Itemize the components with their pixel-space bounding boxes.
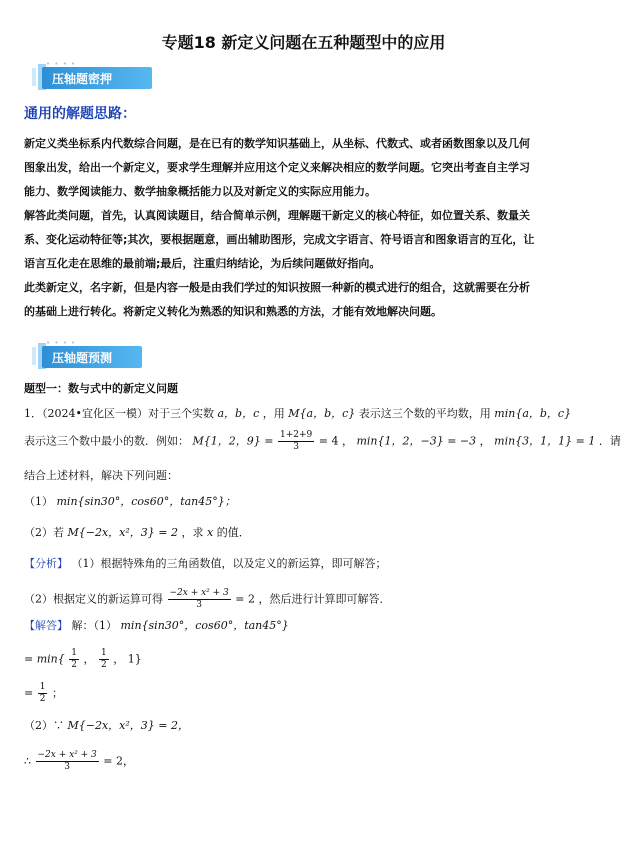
fraction (36, 750, 99, 773)
banner-dots-icon: • • • • (46, 339, 77, 347)
math-text: = 4 (318, 434, 339, 448)
text: （1）根据特殊角的三角函数值，以及定义的新运算，即可解答； (71, 557, 387, 570)
text: 的值． (216, 526, 250, 539)
text-line: 的基础上进行转化。将新定义转化为熟悉的知识和熟悉的方法，才能有效地解决问题。 (24, 305, 442, 318)
analysis-line-2 (24, 588, 391, 611)
analysis-line-1 (24, 556, 387, 572)
text: ∴ (24, 754, 31, 768)
text-line: 图象出发，给出一个新定义，要求学生理解并应用这个定义来解决相应的数学问题。它突出考查自主学习 (24, 161, 530, 174)
text: ； (51, 686, 63, 700)
banner-dots-icon: • • • • (46, 60, 77, 68)
fraction-numerator: 1 (100, 648, 107, 658)
type1-heading: 题型一：数与式中的新定义问题 (24, 382, 178, 395)
text: （2）根据定义的新运算可得 (24, 592, 163, 606)
text: 表示这三个数的平均数，用 (358, 407, 491, 420)
banner-label: 压轴题密押 (52, 72, 113, 86)
math-text: min{1，2，−3} = −3 (356, 434, 477, 448)
question-2 (24, 525, 250, 541)
fraction-numerator: 1 (71, 648, 77, 658)
math-text: M{a，b，c} (288, 407, 356, 420)
text: 表示这三个数中最小的数．例如： (24, 434, 189, 448)
banner-label: 压轴题预测 (52, 351, 113, 365)
page-title: 专题18 新定义问题在五种题型中的应用 (161, 33, 446, 52)
text: （2）∵ (24, 719, 64, 732)
solution-line-3 (24, 682, 63, 705)
math-text: min{a，b，c} (494, 407, 572, 420)
math-text: = 2， (103, 754, 134, 768)
fraction-denominator: 3 (196, 600, 202, 610)
text: ， (341, 434, 353, 448)
banner-decoration (32, 68, 36, 86)
math-text: a，b，c (217, 407, 260, 420)
text-line: 能力、数学阅读能力、数学抽象概括能力以及对新定义的实际应用能力。 (24, 185, 376, 198)
text: ，用 (262, 407, 285, 420)
fraction (168, 588, 231, 611)
question-1 (24, 494, 236, 510)
math-text: M{1，2，9} = (192, 434, 274, 448)
solution-line-4 (24, 718, 189, 734)
math-text: M{−2x，x²，3} = 2 (67, 526, 178, 539)
solution-line-5 (24, 750, 134, 773)
solution-line-2: = min{ $\frac{1}{2}$ ， $\frac{1}{2}$ ， 1} (24, 648, 142, 670)
solution-tag: 【解答】 (24, 619, 68, 632)
fraction-denominator: 3 (293, 442, 299, 452)
problem-line-1 (24, 406, 571, 422)
text-line: 系、变化运动特征等;其次，要根据题意，画出辅助图形，完成文字语言、符号语言和图象语言的互化，让 (24, 233, 535, 246)
text-line: 此类新定义，名字新，但是内容一般是由我们学过的知识按照一种新的模式进行的组合，这就需要在分析 (24, 281, 530, 294)
general-paragraph-1 (24, 132, 579, 324)
text: （2）若 (24, 526, 64, 539)
fraction-numerator: −2x + x² + 3 (37, 750, 97, 760)
fraction (38, 682, 48, 705)
fraction-denominator: 2 (100, 660, 107, 670)
fraction-numerator: 1 (39, 682, 46, 692)
math-text: min{3，1，1} = 1 (494, 434, 596, 448)
text-line: 解答此类问题，首先，认真阅读题目，结合简单示例，理解题干新定义的核心特征，如位置关系、数量关 (24, 209, 530, 222)
fraction-denominator: 2 (71, 660, 77, 670)
text: （1） (24, 495, 53, 508)
math-text: M{−2x，x²，3} = 2， (67, 719, 189, 732)
text-line: 语言互化走在思维的最前端;最后，注重归纳结论，为后续问题做好指向。 (24, 257, 381, 270)
fraction (69, 648, 79, 671)
text: 1．（2024•宜化区一模）对于三个实数 (24, 407, 214, 420)
fraction-numerator: −2x + x² + 3 (169, 588, 229, 598)
text: ， (479, 434, 491, 448)
math-text: 1} (127, 652, 142, 666)
math-text: min{sin30°，cos60°，tan45°}； (56, 495, 236, 508)
banner-decoration (32, 347, 36, 365)
math-text: x (207, 526, 214, 539)
banner-predict (20, 339, 160, 369)
text-line: 新定义类坐标系内代数综合问题，是在已有的数学知识基础上，从坐标、代数式、或者函数图象以及几何 (24, 137, 530, 150)
banner-secret (20, 60, 160, 90)
problem-line-3: 结合上述材料，解决下列问题： (24, 469, 178, 482)
math-text: = min{ (24, 652, 65, 666)
analysis-tag: 【分析】 (24, 557, 68, 570)
fraction-denominator: 2 (39, 694, 46, 704)
fraction-denominator: 3 (64, 762, 70, 772)
math-text: min{sin30°，cos60°，tan45°} (120, 619, 289, 632)
math-text: = 2 (235, 592, 255, 606)
general-heading: 通用的解题思路： (24, 106, 136, 122)
fraction (278, 430, 314, 453)
text: ，求 (181, 526, 204, 539)
math-text: = (24, 686, 34, 700)
fraction-numerator: 1+2+9 (279, 430, 313, 440)
text: ，然后进行计算即可解答． (258, 592, 391, 606)
fraction (99, 648, 109, 671)
text: 解：（1） (71, 619, 117, 632)
solution-line-1 (24, 618, 289, 634)
text: ．请 (598, 434, 621, 448)
problem-line-2 (24, 430, 621, 453)
